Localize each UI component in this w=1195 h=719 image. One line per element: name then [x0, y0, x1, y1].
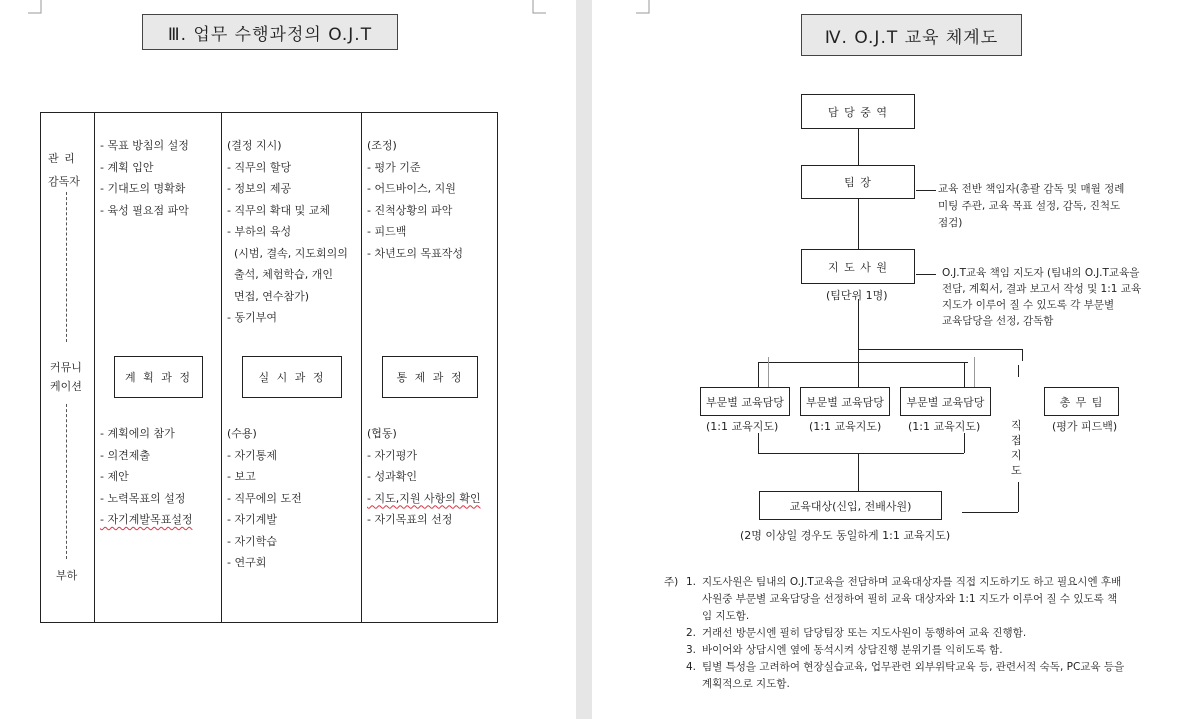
margin-corner-mark	[532, 0, 546, 14]
execution-subordinate-list	[227, 423, 302, 574]
section-title-text: Ⅲ. 업무 수행과정의 O.J.T	[167, 24, 373, 45]
note-3: 바이어와 상담시엔 옆에 동석시켜 상담진행 분위기를 익히도록 함.	[702, 644, 1003, 656]
sidebar-dashed-connector	[66, 404, 67, 559]
connector-line	[758, 362, 759, 387]
list-item: - 부하의 육성	[227, 225, 292, 238]
connector-line	[974, 357, 975, 387]
planning-subordinate-list	[100, 423, 192, 531]
note-4: 팀별 특성을 고려하여 현장실습교육, 업무관련 외부위탁교육 등, 관련서적 숙독, PC교육 등을 계획적으로 지도함.	[702, 661, 1125, 690]
dept-trainer-box-3: 부문별 교육담당	[900, 387, 991, 416]
connector-line	[916, 190, 936, 191]
list-item: (수용)	[227, 427, 257, 440]
list-item: - 피드백	[367, 225, 407, 238]
list-item: - 연구회	[227, 556, 267, 569]
column-divider	[221, 112, 222, 623]
list-item: (결정 지시)	[227, 139, 282, 152]
note-2: 거래선 방문시엔 필히 담당팀장 또는 지도사원이 동행하여 교육 진행함.	[702, 627, 1027, 639]
list-item: - 직무의 확대 및 교체	[227, 203, 330, 217]
mentor-box: 지 도 사 원	[801, 249, 915, 284]
sidebar-manager-line2: 감독자	[48, 175, 80, 188]
control-subordinate-list	[367, 423, 481, 531]
notes-prefix: 주)	[664, 576, 679, 588]
list-item: (시범, 결속, 지도회의의	[227, 246, 348, 260]
list-item: - 자기목표의 선정	[367, 513, 453, 526]
note-number: 1.	[686, 576, 697, 588]
list-item: - 제안	[100, 470, 129, 483]
general-affairs-caption: (평가 피드백)	[1052, 420, 1118, 433]
trainee-caption: (2명 이상일 경우도 동일하게 1:1 교육지도)	[740, 529, 951, 542]
connector-line	[1018, 365, 1019, 377]
list-item: - 차년도의 목표작성	[367, 246, 463, 260]
list-item: - 기대도의 명확화	[100, 182, 186, 195]
document-page-left	[0, 0, 576, 719]
sidebar-dashed-connector	[66, 192, 67, 342]
dept-trainer-caption-2: (1:1 교육지도)	[809, 420, 882, 433]
list-item: - 육성 필요점 파악	[100, 203, 189, 217]
section-title	[142, 14, 398, 50]
connector-line	[916, 274, 936, 275]
note-number: 2.	[686, 627, 697, 639]
dept-trainer-caption-1: (1:1 교육지도)	[706, 420, 779, 433]
dept-trainer-box-2: 부문별 교육담당	[800, 387, 890, 416]
margin-corner-mark	[28, 0, 42, 14]
sidebar-communication-line1: 커뮤니	[50, 361, 82, 374]
control-manager-list	[367, 135, 463, 264]
list-item: - 자기계발목표설정	[100, 513, 193, 526]
note-number: 4.	[686, 661, 697, 673]
connector-line	[964, 433, 965, 453]
note-1: 지도사원은 팀내의 O.J.T교육을 전담하며 교육대상자를 직접 지도하기도 하고 필요시엔 후배 사원중 부문별 교육담당을 선정하여 필히 교육 대상자와 1:1 지도가 이루어 질 수 있도록 책 임 지도함.	[702, 576, 1122, 622]
list-item: - 성과확인	[367, 470, 417, 483]
note-number: 3.	[686, 644, 697, 656]
planning-process-box: 계 획 과 정	[114, 356, 203, 398]
list-item: - 어드바이스, 지원	[367, 182, 456, 195]
connector-line	[964, 362, 965, 387]
list-item: - 계획에의 참가	[100, 427, 175, 440]
connector-line	[1018, 482, 1019, 512]
list-item: - 보고	[227, 470, 256, 483]
mentor-caption: (팀단위 1명)	[826, 289, 888, 302]
connector-line	[858, 199, 859, 249]
column-divider	[94, 112, 95, 623]
connector-line	[858, 349, 859, 387]
list-item: - 노력목표의 설정	[100, 491, 186, 505]
list-item: - 계획 입안	[100, 160, 154, 174]
list-item: - 진척상황의 파악	[367, 203, 453, 217]
list-item: - 지도,지원 사항의 확인	[367, 491, 481, 505]
execution-process-box: 실 시 과 정	[242, 356, 342, 398]
mentor-description: O.J.T교육 책임 지도자 (팀내의 O.J.T교육을 전담, 계획서, 결과 보고서 작성 및 1:1 교육 지도가 이루어 질 수 있도록 각 부문별 교육담당을 선정, 감독함	[942, 267, 1142, 327]
list-item: - 정보의 제공	[227, 182, 292, 195]
connector-line	[758, 453, 964, 454]
list-item: - 평가 기준	[367, 160, 421, 174]
connector-line	[758, 433, 759, 453]
column-divider	[361, 112, 362, 623]
connector-line	[1022, 349, 1023, 361]
list-item: - 동기부여	[227, 311, 277, 324]
trainee-box: 교육대상(신입, 전배사원)	[759, 491, 942, 520]
list-item: - 목표 방침의 설정	[100, 139, 189, 152]
dept-trainer-caption-3: (1:1 교육지도)	[908, 420, 981, 433]
connector-line	[962, 512, 1018, 513]
connector-line	[858, 299, 859, 349]
list-item: 출석, 체험학습, 개인	[227, 268, 333, 281]
general-affairs-box: 총 무 팀	[1044, 387, 1119, 416]
margin-corner-mark	[636, 0, 650, 14]
connector-line	[858, 453, 859, 491]
executive-box: 담 당 중 역	[801, 94, 915, 129]
sidebar-subordinate: 부하	[56, 569, 78, 582]
team-leader-description: 교육 전반 책임자(총괄 감독 및 매월 정례 미팅 주관, 교육 목표 설정, 감독, 진척도 점검)	[938, 183, 1125, 229]
section-title	[801, 14, 1022, 56]
list-item: - 의견제출	[100, 448, 150, 462]
section-title-text: Ⅳ. O.J.T 교육 체계도	[824, 27, 999, 48]
direct-guidance-label: 직 접 지 도	[1011, 419, 1022, 477]
list-item: - 직무의 할당	[227, 160, 292, 174]
sidebar-manager-line1: 관 리	[48, 152, 76, 165]
list-item: (조정)	[367, 139, 397, 152]
list-item: - 자기통제	[227, 448, 277, 462]
connector-line	[758, 362, 968, 363]
sidebar-communication-line2: 케이션	[50, 380, 82, 393]
dept-trainer-box-1: 부문별 교육담당	[700, 387, 790, 416]
list-item: - 자기학습	[227, 534, 277, 548]
planning-manager-list	[100, 135, 189, 221]
control-process-box: 통 제 과 정	[382, 356, 478, 398]
connector-line	[858, 129, 859, 165]
list-item: (협동)	[367, 427, 397, 440]
list-item: - 자기계발	[227, 513, 277, 526]
list-item: - 자기평가	[367, 448, 417, 462]
list-item: - 직무에의 도전	[227, 491, 302, 505]
connector-line	[858, 349, 1022, 350]
connector-line	[768, 357, 769, 387]
team-leader-box: 팀 장	[801, 165, 915, 199]
execution-manager-list	[227, 135, 348, 329]
document-page-right	[592, 0, 1195, 719]
list-item: 면접, 연수참가)	[227, 289, 310, 303]
